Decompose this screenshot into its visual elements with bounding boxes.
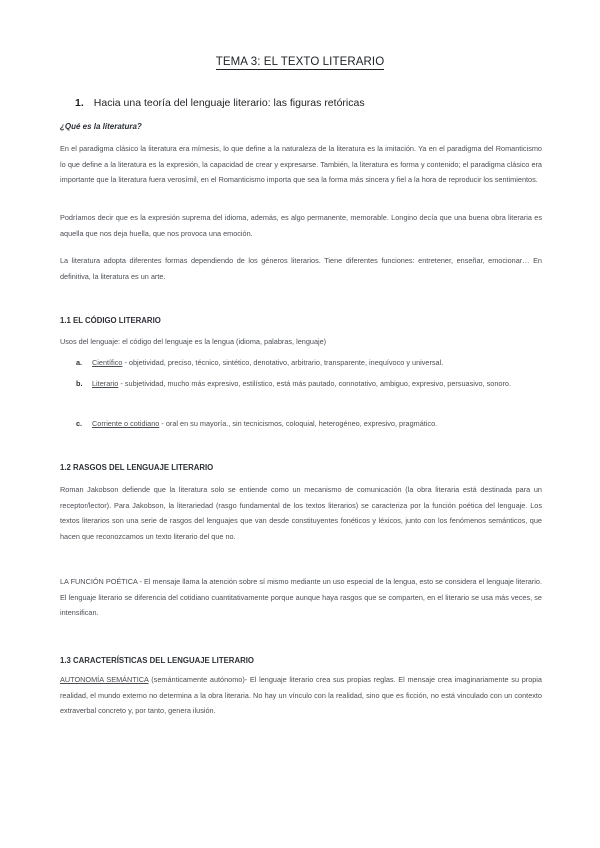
paragraph: LA FUNCIÓN POÉTICA - El mensaje llama la atención sobre sí mismo mediante un uso especial de la lengua, esto se considera el lenguaje literario. El lenguaje literario se diferencia del cotidiano cuantitativamente porque aunque haya rasgos que se comparten, en el literario se usa más veces, se intensifican. — [60, 577, 542, 617]
paragraph-term: AUTONOMÍA SEMÁNTICA — [60, 675, 149, 684]
list-item — [76, 376, 542, 393]
list-letter: b. — [76, 379, 83, 388]
section-heading-1 — [75, 97, 365, 109]
list-letter: a. — [76, 358, 83, 367]
document-title: TEMA 3: EL TEXTO LITERARIO — [215, 56, 385, 68]
paragraph — [60, 672, 542, 719]
paragraph: Usos del lenguaje: el código del lenguaje es la lengua (idioma, palabras, lenguaje) — [60, 337, 327, 346]
list-text: - oral en su mayoría., sin tecnicismos, coloquial, heterogéneo, expresivo, pragmático. — [159, 419, 438, 428]
subsection-heading-1-3: 1.3 CARACTERÍSTICAS DEL LENGUAJE LITERARIO — [60, 656, 254, 665]
paragraph-text: (semánticamente autónomo)- El lenguaje literario crea sus propias reglas. El mensaje crea imaginariamente su propia realidad, el mundo externo no determina a la obra literaria. No hay un vínculo con la realidad, sino que es ficción, no está vinculado con un contexto extraverbal concreto y, por tanto, genera ilusión. — [60, 675, 542, 715]
section-title: Hacia una teoría del lenguaje literario: las figuras retóricas — [93, 97, 365, 109]
subsection-heading-1-1: 1.1 EL CÓDIGO LITERARIO — [60, 316, 161, 325]
paragraph: Roman Jakobson defiende que la literatura solo se entiende como un mecanismo de comunicación (la obra literaria está destinada para un receptor/lector). Para Jakobson, la literariedad (rasgo fundamental de los textos literarios) se caracteriza por la función poética del lenguaje. Los textos literarios son una serie de rasgos del lenguajes que van desde constituyentes fonéticos y léxicos, junto con los fenómenos semánticos, que hacen que reconozcamos un texto literario del que no. — [60, 485, 542, 541]
paragraph: La literatura adopta diferentes formas dependiendo de los géneros literarios. Tiene diferentes funciones: entretener, enseñar, emocionar… En definitiva, la literatura es un arte. — [60, 256, 542, 281]
list-term: Literario — [92, 379, 119, 388]
list-item — [76, 416, 542, 433]
subsection-heading-1-2: 1.2 RASGOS DEL LENGUAJE LITERARIO — [60, 463, 214, 472]
list-text: - subjetividad, mucho más expresivo, estilístico, está más pautado, connotativo, ambiguo, expresivo, persuasivo, sonoro. — [118, 379, 511, 388]
section-number: 1. — [75, 97, 84, 109]
list-term: Corriente o cotidiano — [92, 419, 160, 428]
paragraph: Podríamos decir que es la expresión suprema del idioma, además, es algo permanente, memorable. Longino decía que una buena obra literaria es aquella que nos deja huella, que nos provoca una emoción. — [60, 213, 542, 238]
question-heading: ¿Qué es la literatura? — [60, 122, 142, 131]
list-text: - objetividad, preciso, técnico, sintético, denotativo, arbitrario, transparente, inequívoco y universal. — [122, 358, 444, 367]
list-term: Científico — [92, 358, 123, 367]
list-letter: c. — [76, 419, 83, 428]
paragraph: En el paradigma clásico la literatura era mímesis, lo que define a la naturaleza de la literatura es la imitación. Ya en el paradigma del Romanticismo lo que define a la literatura es la expresión, la capacidad de crear y expresarse. También, la literatura es forma y contenido; el paradigma clásico era importante que la literatura fuera verosímil, en el Romanticismo importa que sea la forma más sincera y fiel a la hora de reproducir los sentimientos. — [60, 144, 542, 184]
list-item — [76, 355, 542, 372]
